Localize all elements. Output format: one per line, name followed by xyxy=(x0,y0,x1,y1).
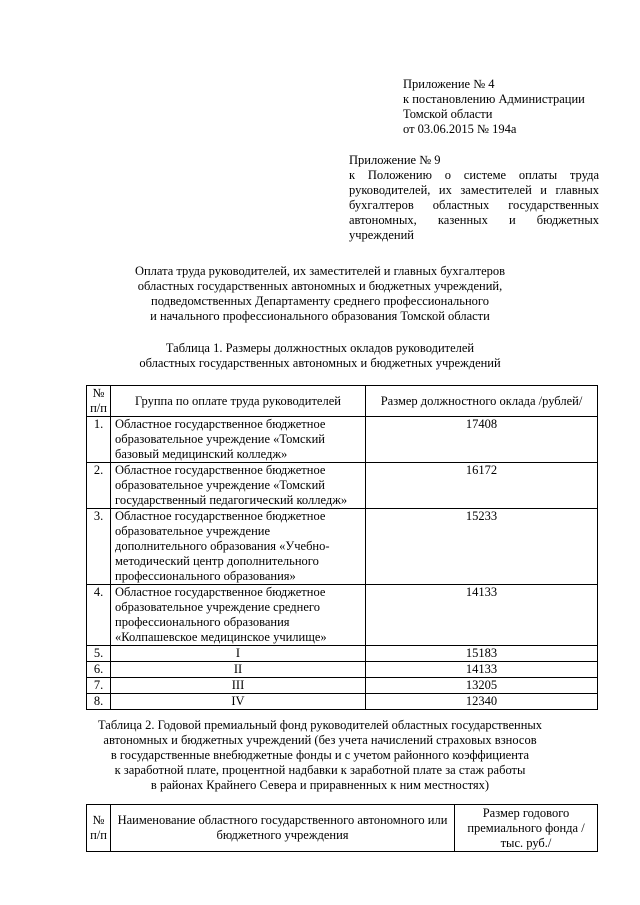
row-name: Областное государственное бюджетное образовательное учреждение «Томский государственный педагогический колледж» xyxy=(111,463,366,509)
header-num: № п/п xyxy=(87,805,111,852)
table-row xyxy=(87,662,598,678)
bonus-fund-table xyxy=(86,804,598,852)
table2-title-line3: в государственные внебюджетные фонды и с учетом районного коэффициента xyxy=(110,748,530,762)
salary-table-header xyxy=(87,386,598,417)
bonus-fund-table-header xyxy=(87,805,598,852)
table-row xyxy=(87,678,598,694)
header-fund: Размер годового премиального фонда /тыс. руб./ xyxy=(455,805,598,852)
row-salary: 14133 xyxy=(366,585,598,646)
table2-title xyxy=(60,718,580,793)
table-row xyxy=(87,509,598,585)
row-name: I xyxy=(111,646,366,662)
table1-title-line2: областных государственных автономных и бюджетных учреждений xyxy=(139,356,501,370)
row-num: 8. xyxy=(87,694,111,710)
annex-9-line4: бухгалтеров областных государственных xyxy=(349,198,599,212)
row-salary: 14133 xyxy=(366,662,598,678)
table-row xyxy=(87,463,598,509)
row-num: 3. xyxy=(87,509,111,585)
annex-4-line3: Томской области xyxy=(403,107,493,121)
annex-4-header xyxy=(403,77,603,137)
annex-4-line2: к постановлению Администрации xyxy=(403,92,585,106)
salary-table xyxy=(86,385,598,710)
row-num: 4. xyxy=(87,585,111,646)
row-num: 7. xyxy=(87,678,111,694)
row-name: Областное государственное бюджетное образовательное учреждение дополнительного образования «Учебно-методический центр дополнительного профессионального образования» xyxy=(111,509,366,585)
table2-title-line4: к заработной плате, процентной надбавки к заработной плате за стаж работы xyxy=(114,763,526,777)
row-salary: 13205 xyxy=(366,678,598,694)
header-group: Группа по оплате труда руководителей xyxy=(111,386,366,417)
document-title-line1: Оплата труда руководителей, их заместителей и главных бухгалтеров xyxy=(134,264,506,278)
table-row xyxy=(87,694,598,710)
row-name: Областное государственное бюджетное образовательное учреждение среднего профессионального образования «Колпашевское медицинское училище» xyxy=(111,585,366,646)
row-salary: 16172 xyxy=(366,463,598,509)
document-title-line3: подведомственных Департаменту среднего профессионального xyxy=(151,294,489,308)
table2-title-line1: Таблица 2. Годовой премиальный фонд руководителей областных государственных xyxy=(97,718,543,732)
annex-4-line4: от 03.06.2015 № 194а xyxy=(403,122,517,136)
row-num: 6. xyxy=(87,662,111,678)
annex-9-line3: руководителей, их заместителей и главных xyxy=(349,183,599,197)
row-num: 5. xyxy=(87,646,111,662)
document-title xyxy=(80,264,560,324)
row-salary: 12340 xyxy=(366,694,598,710)
annex-9-line1: Приложение № 9 xyxy=(349,153,441,167)
row-salary: 15183 xyxy=(366,646,598,662)
row-name: IV xyxy=(111,694,366,710)
header-salary: Размер должностного оклада /рублей/ xyxy=(366,386,598,417)
annex-9-line2: к Положению о системе оплаты труда xyxy=(349,168,599,182)
table-row xyxy=(87,585,598,646)
row-num: 1. xyxy=(87,417,111,463)
row-name: Областное государственное бюджетное образовательное учреждение «Томский базовый медицинский колледж» xyxy=(111,417,366,463)
row-salary: 15233 xyxy=(366,509,598,585)
table2-title-line5: в районах Крайнего Севера и приравненных к ним местностях) xyxy=(150,778,490,792)
header-num: № п/п xyxy=(87,386,111,417)
annex-4-line1: Приложение № 4 xyxy=(403,77,495,91)
row-num: 2. xyxy=(87,463,111,509)
table1-title xyxy=(80,341,560,371)
table2-title-line2: автономных и бюджетных учреждений (без учета начислений страховых взносов xyxy=(103,733,537,747)
annex-9-line6: учреждений xyxy=(349,228,414,242)
document-title-line2: областных государственных автономных и бюджетных учреждений, xyxy=(137,279,503,293)
header-institution: Наименование областного государственного автономного или бюджетного учреждения xyxy=(111,805,455,852)
table-row xyxy=(87,646,598,662)
table-row xyxy=(87,417,598,463)
document-title-line4: и начального профессионального образования Томской области xyxy=(150,309,490,323)
row-name: II xyxy=(111,662,366,678)
annex-9-header xyxy=(349,153,599,243)
row-name: III xyxy=(111,678,366,694)
row-salary: 17408 xyxy=(366,417,598,463)
table1-title-line1: Таблица 1. Размеры должностных окладов руководителей xyxy=(165,341,475,355)
annex-9-line5: автономных, казенных и бюджетных xyxy=(349,213,599,227)
